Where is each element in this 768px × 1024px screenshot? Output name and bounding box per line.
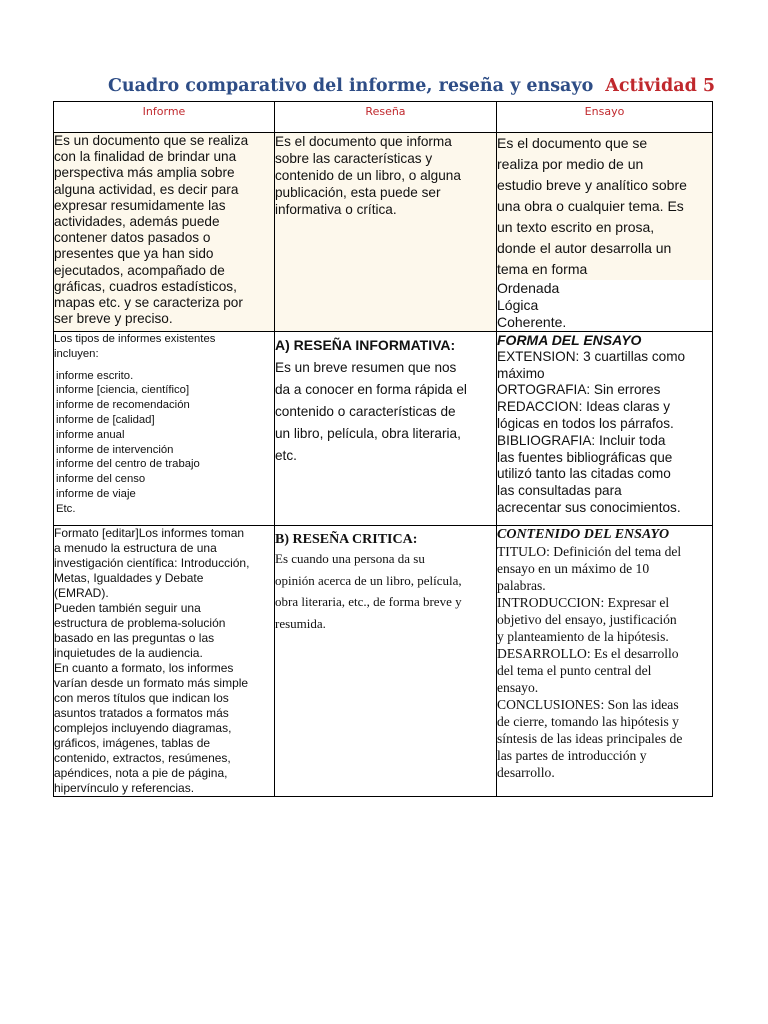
table-row-format [54,526,713,797]
cell-resena-critica [275,526,497,797]
ensayo-forma-heading: FORMA DEL ENSAYO [497,332,642,348]
ensayo-definition-tail: Ordenada Lógica Coherente. [497,280,567,330]
resena-critica-body: Es cuando una persona da su opinión acerca de un libro, película, obra literaria, etc., de forma breve y resumida. [275,551,462,631]
header-resena: Reseña [275,102,497,133]
cell-resena-informativa [275,332,497,526]
cell-ensayo-contenido [497,526,713,797]
informe-definition-text: Es un documento que se realiza con la finalidad de brindar una perspectiva más amplia sobre alguna actividad, es decir para expresar resumidamente las actividades, además puede contener datos pasados o presentes que ya han sido ejecutados, acompañado de gráficas, cuadros estadísticos, mapas etc. y se caracteriza por ser breve y preciso. [54,133,249,327]
header-row [54,102,713,133]
cell-ensayo-definition [497,133,713,332]
table-row-definitions [54,133,713,332]
comparison-table [53,101,713,797]
resena-critica-heading: B) RESEÑA CRITICA: [275,532,418,547]
document-title [108,76,715,96]
informe-types-list: informe escrito. informe [ciencia, científico] informe de recomendación informe de [calidad] informe anual informe de intervención informe del centro de trabajo informe del censo informe de viaje Etc. [56,369,200,515]
title-main: Cuadro comparativo del informe, reseña y ensayo [108,76,594,96]
resena-definition-text: Es el documento que informa sobre las características y contenido de un libro, o alguna publicación, esta puede ser informativa o crítica. [275,134,461,217]
resena-informativa-heading: A) RESEÑA INFORMATIVA: [275,337,456,353]
resena-informativa-body: Es un breve resumen que nos da a conocer en forma rápida el contenido o características de un libro, película, obra literaria, etc. [275,360,467,463]
ensayo-forma-body: EXTENSION: 3 cuartillas como máximo ORTOGRAFIA: Sin errores REDACCION: Ideas claras y lógicas en todos los párrafos. BIBLIOGRAFIA: Incluir toda las fuentes bibliográficas que utilizó tanto las citadas como las consultadas para acrecentar sus conocimientos. [497,348,686,515]
title-activity: Actividad 5 [605,76,716,96]
informe-format-text: Formato [editar]Los informes toman a menudo la estructura de una investigación científica: Introducción, Metas, Igualdades y Debate (EMRAD). Pueden también seguir una estructura de problema-solución basado en las preguntas o las inquietudes de la audiencia. En cuanto a formato, los informes varían desde un formato más simple con meros títulos que indican los asuntos tratados a formatos más complejos incluyendo diagramas, gráficos, imágenes, tablas de contenido, extractos, resúmenes, apéndices, nota a pie de página, hipervínculo y referencias. [54,526,250,795]
table-row-types [54,332,713,526]
cell-informe-types [54,332,275,526]
cell-informe-definition [54,133,275,332]
cell-resena-definition [275,133,497,332]
ensayo-contenido-body: TITULO: Definición del tema del ensayo en un máximo de 10 palabras. INTRODUCCION: Expresar el objetivo del ensayo, justificación y planteamiento de la hipótesis. DESARROLLO: Es el desarrollo del tema el punto central del ensayo. CONCLUSIONES: Son las ideas de cierre, tomando las hipótesis y síntesis de las ideas principales de las partes de introducción y desarrollo. [497,544,683,780]
header-ensayo: Ensayo [497,102,713,133]
ensayo-contenido-heading: CONTENIDO DEL ENSAYO [497,527,670,542]
ensayo-definition-text: Es el documento que se realiza por medio de un estudio breve y analítico sobre una obra o cualquier tema. Es un texto escrito en prosa, donde el autor desarrolla un tema en forma [497,133,712,280]
informe-types-intro: Los tipos de informes existentes incluyen: [54,333,216,360]
header-informe: Informe [54,102,275,133]
cell-informe-format [54,526,275,797]
cell-ensayo-forma [497,332,713,526]
